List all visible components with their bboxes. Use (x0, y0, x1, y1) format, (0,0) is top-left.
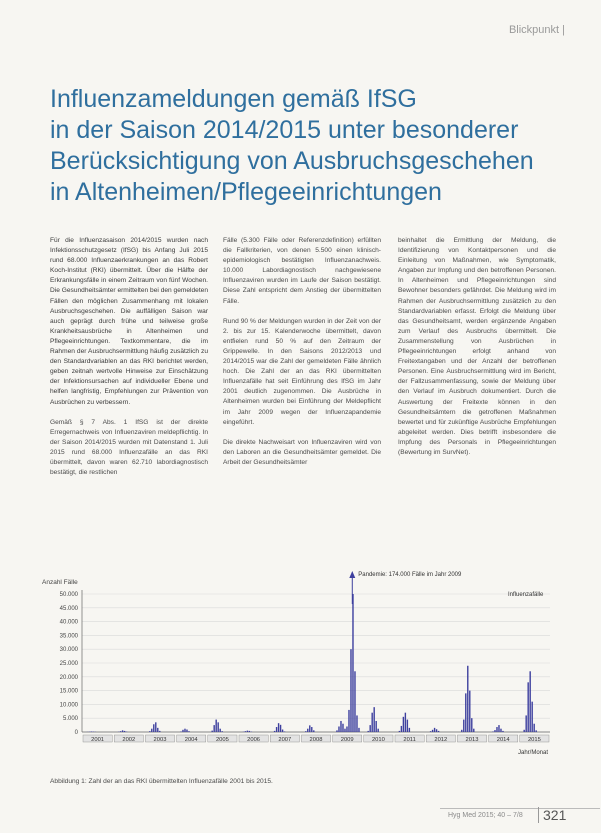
data-bar (274, 731, 275, 732)
data-bar (358, 728, 359, 732)
data-bar (354, 671, 355, 732)
data-bar (153, 724, 154, 732)
data-bar (436, 729, 437, 732)
x-tick-label: 2001 (91, 737, 105, 743)
data-bar (352, 594, 353, 732)
body-paragraph: Rund 90 % der Meldungen wurden in der Zeit von der 2. bis zur 15. Kalenderwoche übermittelt, davon entfielen rund 50 % auf den Zeitraum der Grippewelle. In den Saisons 2012/2013 und 2014/2015 war die Zahl der gemeldeten Fälle ähnlich hoch. Die Zahl der an das RKI übermittelten Influenzafälle hat seit Einführung des IfSG im Jahr 2001 deutlich zugenommen. Die Ausbrüche in Altenheimen wurden bei Einführung der Meldepflicht im Jahr 2009 wegen der Influenzapandemie eingeführt. (223, 317, 381, 426)
data-bar (155, 722, 156, 732)
text-column-1 (50, 236, 208, 488)
lead-paragraph: Für die Influenzasaison 2014/2015 wurden nach Infektionsschutzgesetz (IfSG) bis Anfang Juli 2015 rund 68.000 Influenzaerkrankungen an das Robert Koch-Institut (RKI) übermittelt. Über die Hälfte der Erkrankungsfälle in einem Zeitraum von fünf Wochen. Die Gesundheitsämter ermittelten bei den gemeldeten Fällen den möglichen Zusammenhang mit lokalen Ausbruchsgeschehen. Die auffälligen Saison war auch geprägt durch frühe und teilweise große Krankheitsausbrüche in Altenheimen und Pflegeeinrichtungen. Textkommentare, die im Rahmen der Ausbruchsermittlung häufig zusätzlich zu den Standardvariablen an das RKI berichtet werden, geben zeitnah wertvolle Hinweise zur Einschätzung der Infektionsursachen auf individueller Ebene und helfen langfristig, Empfehlungen zur Prävention von Ausbrüchen zu verbessern. (50, 237, 208, 406)
x-tick-label: 2002 (122, 737, 136, 743)
data-bar (151, 729, 152, 732)
data-bar (342, 724, 343, 732)
data-bar (377, 729, 378, 732)
data-bar (473, 729, 474, 732)
data-bar (531, 702, 532, 732)
y-tick-label: 35.000 (59, 633, 78, 640)
data-bar (405, 713, 406, 732)
data-bar (356, 715, 357, 732)
data-bar (430, 731, 431, 732)
data-bar (91, 731, 92, 732)
data-bar (159, 731, 160, 732)
title-line: in Altenheimen/Pflegeeinrichtungen (50, 178, 442, 206)
data-bar (529, 671, 530, 732)
data-bar (492, 731, 493, 732)
data-bar (496, 727, 497, 732)
y-tick-label: 40.000 (59, 619, 78, 626)
data-bar (249, 731, 250, 732)
data-bar (188, 731, 189, 732)
data-bar (367, 731, 368, 732)
data-bar (434, 728, 435, 732)
y-axis-label: Anzahl Fälle (42, 579, 78, 586)
data-bar (219, 729, 220, 732)
chart-svg (40, 564, 560, 776)
data-bar (409, 728, 410, 732)
data-bar (438, 731, 439, 732)
body-paragraph: beinhaltet die Ermittlung der Meldung, die Identifizierung von Kontaktpersonen und die Einleitung von Maßnahmen, wie Symptomatik, Angaben zur Impfung und den betroffenen Personen. In Altenheimen und Pflegeeinrichtungen sind Bewohner besonders gefährdet. Die Meldung wird im Rahmen der Ausbruchsermittlung zusätzlich zu den Standardvariablen erfasst. Erfolgt die Meldung über das Gesundheitsamt, werden ergänzende Angaben zum Verlauf des Ausbruchs übermittelt. Die Zusammenstellung von Ausbrüchen in Pflegeeinrichtungen erfolgt anhand von Freitextangaben und der Anzahl der betroffenen Personen. Eine Ausbruchsermittlung wird im Bericht, der Fallzusammenfassung, sowie der Meldung über den Verlauf im Ausbruch dokumentiert. Durch die Auswertung der Freitexte können in den Gesundheitsämtern die getroffenen Maßnahmen bewertet und für zukünftige Ausbrüche Empfehlungen abgeleitet werden. Dies betrifft insbesondere die Impfung des Personals in Pflegeeinrichtungen (Bewertung im SurvNet). (398, 237, 556, 456)
figure-caption: Abbildung 1: Zahl der an das RKI übermittelten Influenzafälle 2001 bis 2015. (50, 778, 273, 785)
x-tick-label: 2005 (215, 737, 229, 743)
body-paragraph: Die direkte Nachweisart von Influenzaviren wird von den Laboren an die Gesundheitsämter gemeldet. Die Arbeit der Gesundheitsämter (223, 438, 381, 466)
y-tick-label: 15.000 (59, 688, 78, 695)
data-bar (533, 724, 534, 732)
data-bar (469, 691, 470, 732)
data-bar (278, 723, 279, 732)
data-bar (247, 731, 248, 732)
data-bar (307, 729, 308, 732)
data-bar (245, 731, 246, 732)
data-bar (348, 710, 349, 732)
data-bar (346, 726, 347, 732)
influenza-chart (40, 564, 560, 776)
x-tick-label: 2012 (434, 737, 448, 743)
article-title (50, 84, 560, 208)
x-tick-label: 2006 (247, 737, 261, 743)
data-bar (350, 649, 351, 732)
body-paragraph: Fälle (5.300 Fälle oder Referenzdefinition) erfüllten die Fallkriterien, von denen 5.500 einen klinisch-epidemiologisch bestätigten Influenzanachweis. 10.000 Labordiagnostisch nachgewiesene Influenzaviren wurden im Laufe der Saison bestätigt. Diese Zahl entspricht dem Anstieg der übermittelten Fälle. (223, 237, 381, 305)
data-bar (494, 730, 495, 732)
data-bar (309, 725, 310, 732)
data-bar (369, 725, 370, 732)
data-bar (305, 731, 306, 732)
pandemic-annotation: Pandemie: 174.000 Fälle im Jahr 2009 (358, 572, 462, 578)
data-bar (311, 727, 312, 732)
data-bar (217, 722, 218, 732)
data-bar (336, 730, 337, 732)
data-bar (213, 725, 214, 732)
data-bar (371, 713, 372, 732)
y-tick-label: 30.000 (59, 647, 78, 654)
x-tick-label: 2014 (496, 737, 510, 743)
data-bar (407, 720, 408, 732)
x-tick-label: 2004 (184, 737, 198, 743)
data-bar (149, 731, 150, 732)
data-bar (525, 715, 526, 732)
data-bar (463, 720, 464, 732)
data-bar (344, 729, 345, 732)
x-tick-label: 2008 (309, 737, 323, 743)
data-bar (157, 728, 158, 732)
data-bar (122, 730, 123, 732)
data-bar (373, 707, 374, 732)
x-tick-label: 2007 (278, 737, 292, 743)
data-bar (186, 730, 187, 732)
pandemic-arrowhead (349, 571, 355, 578)
data-bar (523, 730, 524, 732)
data-bar (399, 731, 400, 732)
section-tag: Blickpunkt | (508, 24, 565, 36)
title-line: in der Saison 2014/2015 unter besonderer (50, 116, 519, 144)
data-bar (465, 693, 466, 732)
data-bar (535, 730, 536, 732)
data-bar (467, 666, 468, 732)
y-tick-label: 25.000 (59, 661, 78, 667)
data-bar (340, 721, 341, 732)
title-line: Berücksichtigung von Ausbruchsgeschehen (50, 147, 534, 175)
data-bar (432, 730, 433, 732)
x-tick-label: 2013 (465, 737, 479, 743)
journal-reference: Hyg Med 2015; 40 – 7/8 (448, 812, 523, 819)
y-tick-label: 5.000 (62, 716, 78, 723)
data-bar (180, 731, 181, 732)
title-line: Influenzameldungen gemäß IfSG (50, 85, 417, 113)
x-tick-label: 2003 (153, 737, 167, 743)
data-bar (276, 727, 277, 732)
data-bar (471, 718, 472, 732)
page-number: 321 (538, 807, 566, 823)
text-column-2 (223, 236, 381, 478)
y-tick-label: 50.000 (59, 592, 78, 598)
data-bar (211, 731, 212, 732)
y-tick-label: 20.000 (59, 674, 78, 681)
y-tick-label: 10.000 (59, 702, 78, 709)
data-bar (313, 730, 314, 732)
x-tick-label: 2015 (527, 737, 541, 743)
data-bar (500, 729, 501, 732)
y-tick-label: 0 (74, 730, 78, 736)
data-bar (498, 725, 499, 732)
data-bar (184, 729, 185, 732)
data-bar (403, 717, 404, 732)
x-tick-label: 2009 (340, 737, 354, 743)
data-bar (221, 731, 222, 732)
data-bar (527, 682, 528, 732)
body-paragraph: Gemäß § 7 Abs. 1 IfSG ist der direkte Erregernachweis von Influenzaviren meldepflichtig. In der Saison 2014/2015 wurden mit Datenstand 1. Juli 2015 rund 68.000 Influenzafälle an das RKI übermittelt, davon waren 62.710 labordiagnostisch bestätigt, die restlichen (50, 418, 208, 477)
x-tick-label: 2011 (403, 737, 416, 743)
data-bar (284, 731, 285, 732)
data-bar (282, 730, 283, 732)
data-bar (124, 731, 125, 732)
x-tick-label: 2010 (371, 737, 385, 743)
legend-label: Influenzafälle (508, 592, 544, 598)
data-bar (338, 726, 339, 732)
text-column-3 (398, 236, 556, 468)
data-bar (461, 730, 462, 732)
data-bar (215, 720, 216, 732)
data-bar (280, 725, 281, 732)
data-bar (375, 721, 376, 732)
data-bar (182, 730, 183, 732)
footer-divider (440, 808, 600, 809)
data-bar (502, 731, 503, 732)
data-bar (401, 726, 402, 732)
y-tick-label: 45.000 (59, 605, 78, 612)
data-bar (120, 731, 121, 732)
x-axis-label: Jahr/Monat (517, 750, 548, 756)
